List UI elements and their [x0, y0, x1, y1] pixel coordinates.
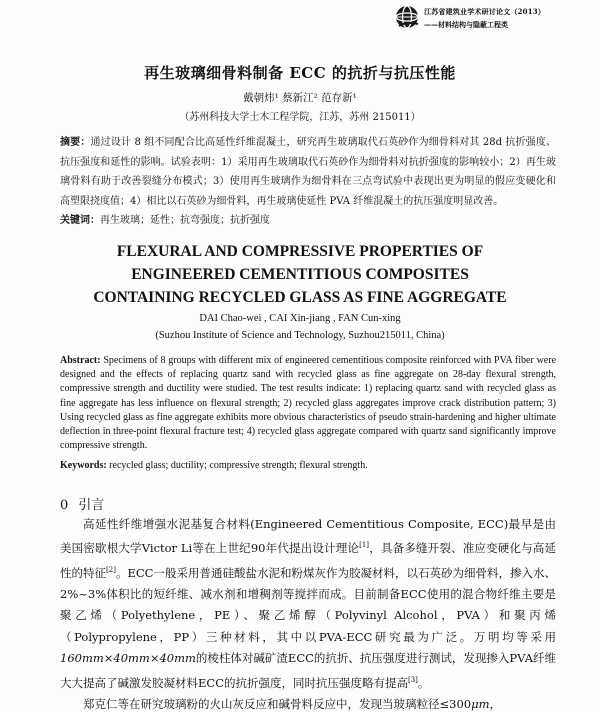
paragraph	[60, 514, 556, 694]
cn-affiliation: （苏州科技大学土木工程学院，江苏，苏州 215011）	[179, 112, 421, 123]
body-text-run: ，具备多缝开裂、准应变硬化与高延性的特征	[60, 541, 557, 580]
cn-abstract	[60, 133, 556, 231]
citation[interactable]: [2]	[106, 565, 116, 574]
section-title: 引言	[78, 498, 105, 513]
en-title-line2: ENGINEERED CEMENTITIOUS COMPOSITES	[131, 266, 469, 283]
paragraph	[60, 694, 556, 715]
body-text-run: 。	[417, 675, 430, 690]
section-number: 0	[60, 498, 69, 513]
cn-authors: 戴朝炜¹ 蔡新江² 范存新¹	[243, 92, 357, 104]
en-affiliation: (Suzhou Institute of Science and Technology, Suzhou215011, China)	[155, 330, 445, 341]
journal-line1: 江苏省建筑业学术研讨论文（2013）	[424, 7, 546, 16]
body-text	[60, 514, 556, 715]
unit-text: μm	[471, 696, 490, 711]
cn-title: 再生玻璃细骨料制备 ECC 的抗折与抗压性能	[144, 64, 456, 82]
body-text-run: 的棱柱体对碱矿渣ECC的抗折、抗压强度进行测试，发现掺入PVA纤维大大提高了碱激发胶凝材料ECC的抗折强度，同时抗压强度略有提高	[60, 651, 556, 690]
dimension-text: 160mm×40mm×40mm	[60, 651, 196, 666]
en-keywords-text: recycled glass; ductility; compressive strength; flexural strength.	[109, 460, 368, 472]
en-title-line3: CONTAINING RECYCLED GLASS AS FINE AGGREGATE	[93, 289, 507, 306]
body-text-run: 高延性纤维增强水泥基复合材料(Engineered Cementitious Composite, ECC)最早是由美国密歇根大学Victor Li等在上世纪90年代提出设计理论	[60, 517, 556, 556]
en-title	[0, 240, 600, 309]
en-abstract-label: Abstract:	[60, 355, 101, 366]
en-abstract	[60, 354, 556, 474]
body-text-run: 郑克仁等在研究玻璃粉的火山灰反应和碱骨料反应中，发现当玻璃粒径≤300	[83, 696, 472, 711]
en-title-line1: FLEXURAL AND COMPRESSIVE PROPERTIES OF	[116, 243, 484, 260]
citation[interactable]: [1]	[359, 541, 370, 550]
globe-logo-icon	[394, 4, 420, 30]
cn-abstract-label: 摘要：	[60, 137, 91, 148]
citation[interactable]: [3]	[408, 675, 418, 684]
cn-keywords-label: 关键词：	[60, 215, 100, 226]
en-abstract-text: Specimens of 8 groups with different mix of engineered cementitious composite reinforced with PVA fiber were designed and the effects of replacing quartz sand with recycled glass as fine aggregate on 28-day flexural strength, compressive strength and ductility were studied. The test results indicate: 1) replacing quartz sand with recycled glass as fine aggregate has less influence on flexural strength; 2) recycled glass aggregates improve crack distribution pattern; 3) Using recycled glass as fine aggregate exhibits more obvious characteristics of pseudo strain-hardening and higher ultimate deflection in three-point flexural fracture test; 4) recycled glass aggregate compared with quartz sand significantly improve compressive strength.	[60, 355, 557, 452]
journal-logo	[394, 4, 594, 34]
en-keywords	[60, 459, 556, 473]
cn-abstract-text: 通过设计 8 组不同配合比高延性纤维混凝土，研究再生玻璃取代石英砂作为细骨料对其 28d 抗折强度、抗压强度和延性的影响。试验表明：1）采用再生玻璃取代石英砂作为细骨料对抗折强度的影响较小；2）再生玻璃骨料有助于改善裂缝分布模式；3）使用再生玻璃作为细骨料在三点弯试验中表现出更为明显的假应变硬化和高塑限挠度值；4）相比以石英砂为细骨料，再生玻璃使延性 PVA 纤维混凝土的抗压强度明显改善。	[60, 137, 557, 207]
body-text-run: 。ECC一般采用普通硅酸盐水泥和粉煤灰作为胶凝材料，以石英砂为细骨料，掺入水、2%~3%体积比的短纤维、减水剂和增稠剂等搅拌而成。目前制备ECC使用的混合物纤维主要是聚乙烯（Polyethylene，PE）、聚乙烯醇（Polyvinyl Alcohol，PVA）和聚丙烯（Polypropylene，PP）三种材料，其中以PVA-ECC研究最为广泛。万明均等采用	[60, 565, 556, 644]
en-keywords-label: Keywords:	[60, 460, 107, 472]
cn-keywords-text: 再生玻璃；延性；抗弯强度；抗折强度	[100, 215, 270, 226]
section-heading	[60, 494, 104, 513]
body-text-run: ，	[489, 696, 501, 711]
en-authors: DAI Chao-wei , CAI Xin-jiang , FAN Cun-xing	[199, 313, 401, 324]
journal-line2: ——材料结构与隐蔽工程类	[424, 20, 508, 29]
